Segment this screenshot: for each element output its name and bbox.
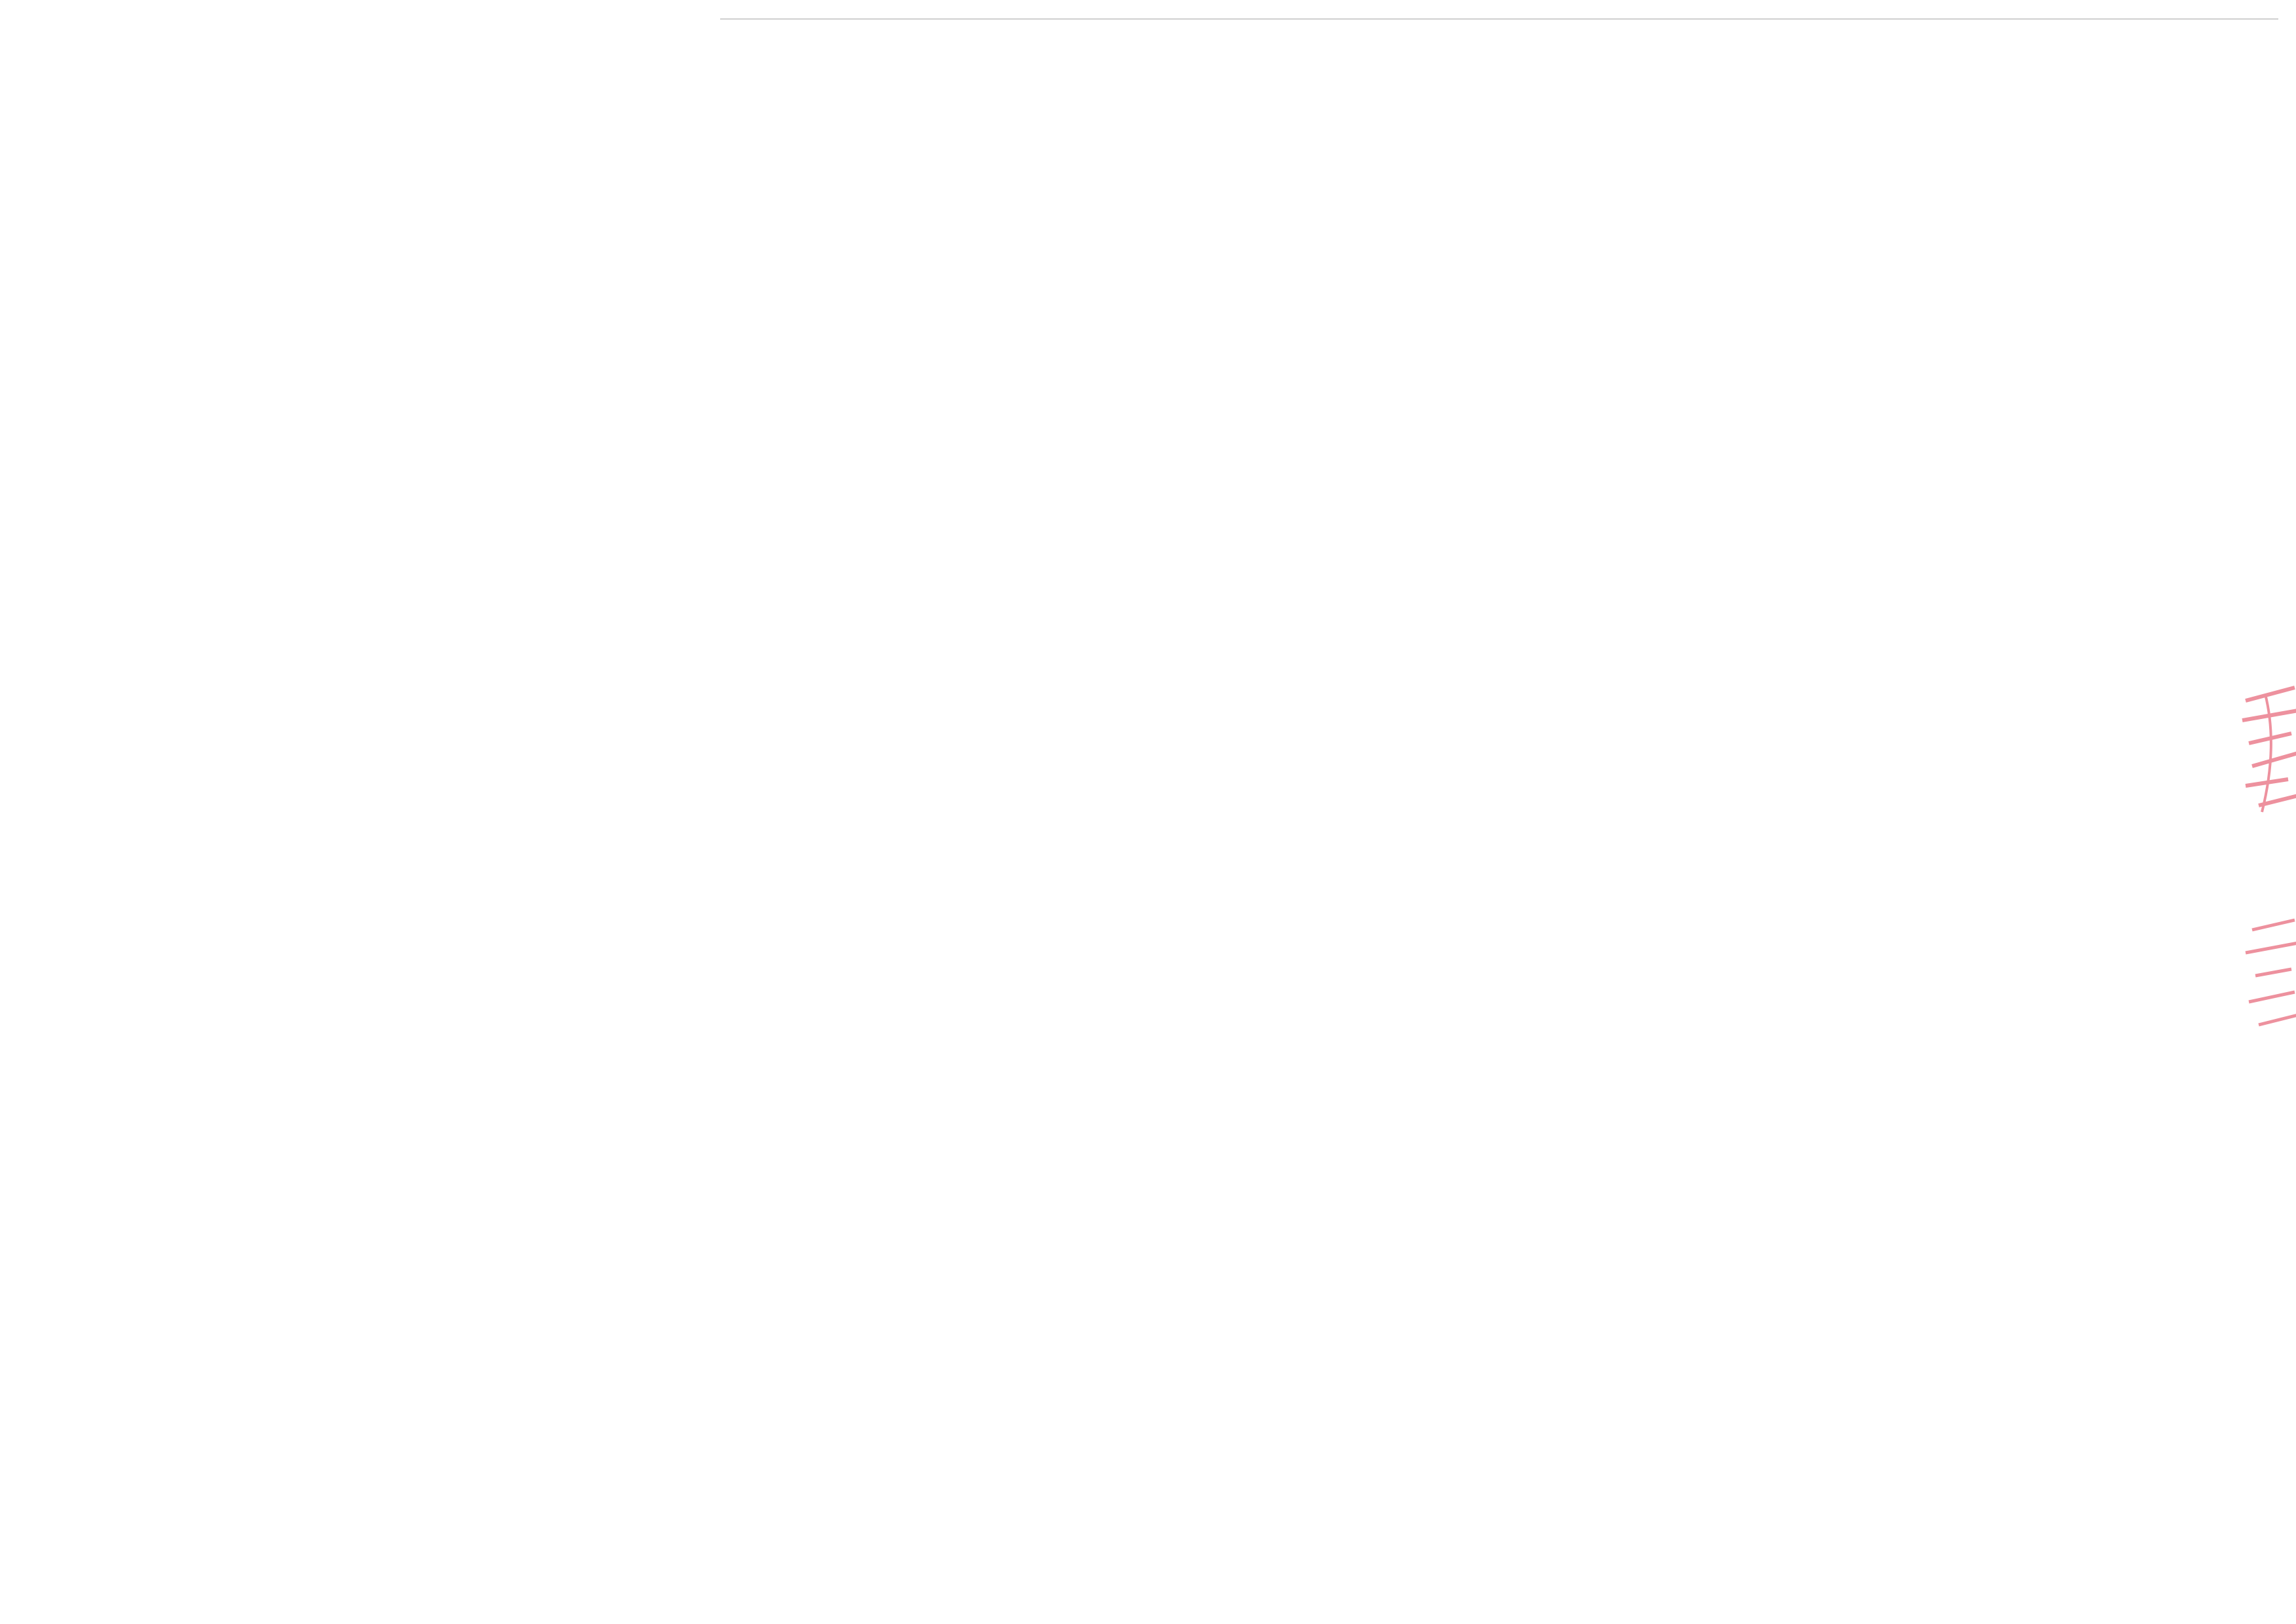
top-rule xyxy=(720,18,2278,20)
red-seal-fragment-lower xyxy=(2232,917,2296,1035)
red-seal-fragment-upper xyxy=(2232,681,2296,825)
